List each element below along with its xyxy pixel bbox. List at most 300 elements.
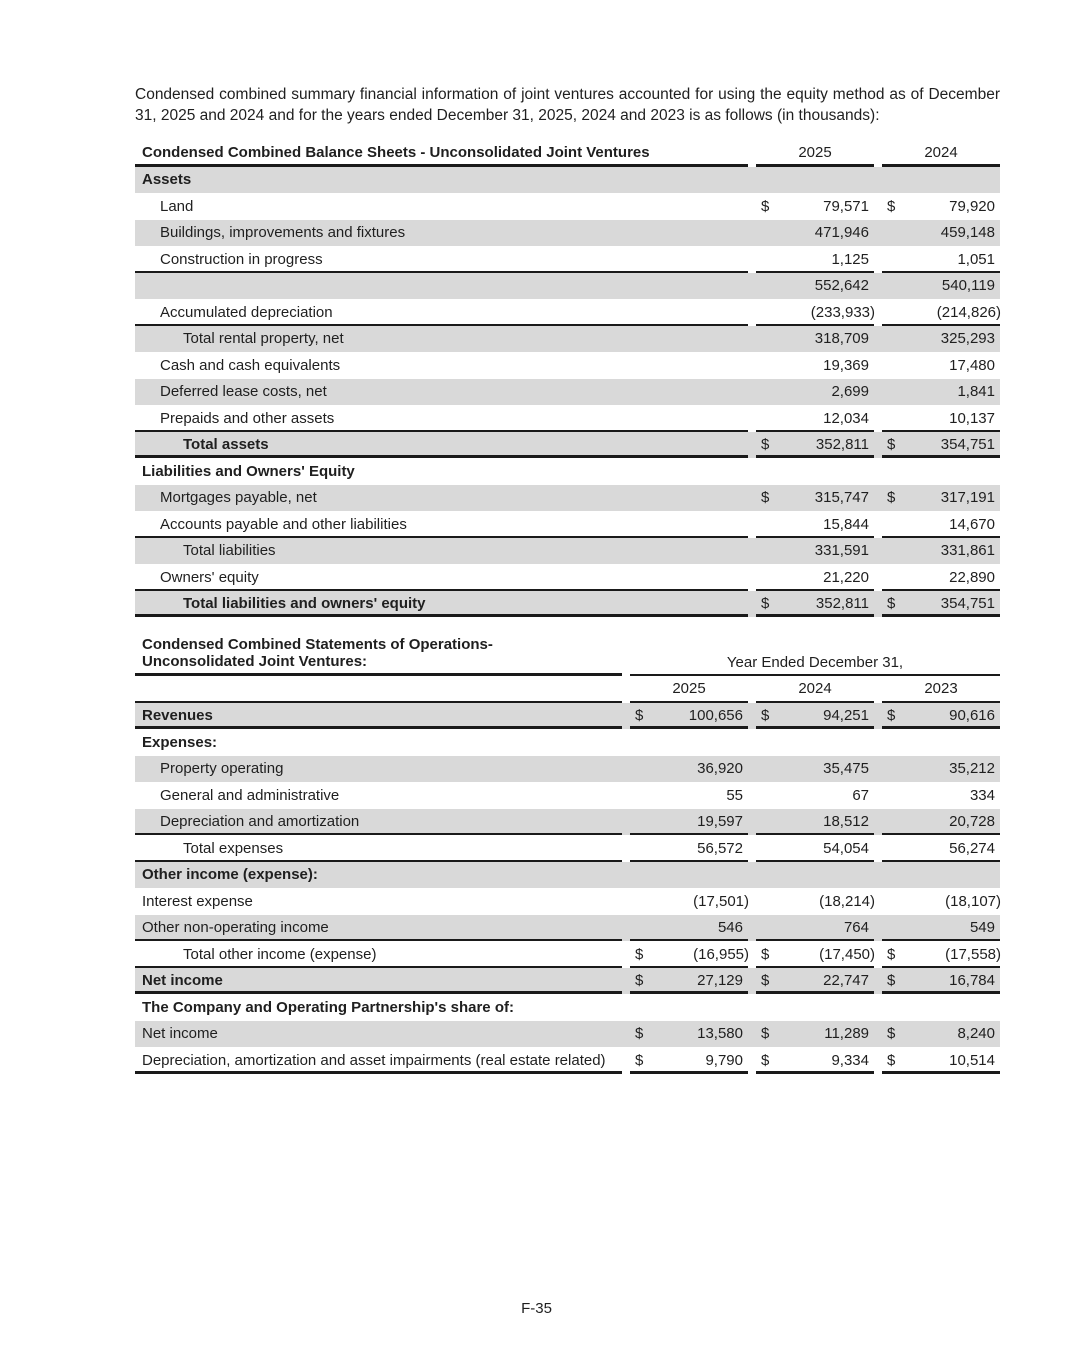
column-gap <box>748 591 756 618</box>
operations-title-line-1: Condensed Combined Statements of Operations- <box>142 636 493 653</box>
value-cell <box>882 968 1000 994</box>
value-cell <box>756 300 874 326</box>
value-text: 546 <box>717 919 743 936</box>
operations-title-line-2: Unconsolidated Joint Ventures: <box>142 653 368 670</box>
operations-table <box>135 633 1000 1074</box>
value-text: 1,051 <box>957 250 995 268</box>
value-cell <box>756 432 874 458</box>
column-gap <box>748 326 756 353</box>
column-gap <box>874 994 882 1021</box>
value-text: 354,751 <box>940 436 995 453</box>
row-label: Liabilities and Owners' Equity <box>142 462 355 480</box>
value-cell <box>756 882 874 888</box>
column-gap <box>874 591 882 618</box>
column-gap <box>748 994 756 1021</box>
value-cell <box>630 889 748 915</box>
column-gap <box>622 1021 630 1048</box>
value-cell <box>882 1048 1000 1074</box>
value-text: 36,920 <box>697 760 743 777</box>
value-cell <box>630 1021 748 1047</box>
value-cell <box>882 479 1000 485</box>
value-cell <box>630 783 748 809</box>
column-gap <box>622 703 630 730</box>
row-label: Net income <box>142 1025 218 1042</box>
column-gap <box>748 941 756 968</box>
column-gap <box>874 246 882 273</box>
dollar-sign: $ <box>761 945 770 963</box>
intro-paragraph: Condensed combined summary financial information of joint ventures accounted for using the equity method as of December 31, 2025 and 2024 and for the years ended December 31, 2025, 2024 and 2023 is as follows (in thousands): <box>135 86 1000 124</box>
dollar-sign: $ <box>887 436 896 453</box>
dollar-sign: $ <box>761 1025 770 1042</box>
column-gap <box>622 862 630 889</box>
value-cell <box>756 273 874 299</box>
operations-header-row <box>135 633 1000 676</box>
column-gap <box>622 835 630 862</box>
column-gap <box>874 167 882 194</box>
row-label: Assets <box>142 171 192 188</box>
value-cell <box>630 882 748 888</box>
column-gap <box>874 458 882 485</box>
column-gap <box>874 432 882 459</box>
value-cell <box>756 379 874 405</box>
column-gap <box>874 538 882 565</box>
value-text: (17,450) <box>819 945 875 963</box>
value-text: 10,137 <box>949 409 995 427</box>
row-label: Total rental property, net <box>183 330 344 347</box>
value-text: 27,129 <box>697 972 743 989</box>
value-text: 325,293 <box>940 330 995 347</box>
table-row <box>135 968 1000 995</box>
column-gap <box>622 888 630 915</box>
column-gap <box>874 862 882 889</box>
value-text: 79,571 <box>823 197 869 215</box>
value-cell <box>756 194 874 220</box>
column-gap <box>622 782 630 809</box>
column-gap <box>622 676 630 703</box>
value-text: 67 <box>852 786 869 804</box>
empty-label-cell <box>135 676 622 703</box>
value-cell <box>756 915 874 941</box>
value-cell <box>882 1021 1000 1047</box>
balance-sheet-header-row <box>135 140 1000 167</box>
value-cell <box>756 836 874 862</box>
row-label: Depreciation and amortization <box>135 809 622 835</box>
balance-sheet-table <box>135 140 1000 617</box>
value-cell <box>882 565 1000 591</box>
dollar-sign: $ <box>635 707 644 724</box>
value-cell <box>882 220 1000 246</box>
table-row <box>135 782 1000 809</box>
table-row <box>135 432 1000 459</box>
column-gap <box>748 432 756 459</box>
table-row <box>135 703 1000 730</box>
value-text: 21,220 <box>823 568 869 586</box>
dollar-sign: $ <box>761 1051 770 1069</box>
column-gap <box>874 676 882 703</box>
operations-year-header-row <box>135 676 1000 703</box>
value-text: 471,946 <box>814 224 869 241</box>
value-text: (17,558) <box>945 945 1001 963</box>
value-text: 10,514 <box>949 1051 995 1069</box>
row-label: Depreciation, amortization and asset impairments (real estate related) <box>135 1048 622 1074</box>
table-row <box>135 941 1000 968</box>
table-row <box>135 511 1000 538</box>
value-text: 354,751 <box>940 595 995 612</box>
column-gap <box>748 729 756 756</box>
dollar-sign: $ <box>635 1051 644 1069</box>
year-ended-span-header: Year Ended December 31, <box>630 650 1000 676</box>
value-text: 9,334 <box>831 1051 869 1069</box>
column-gap <box>748 703 756 730</box>
table-row <box>135 915 1000 942</box>
value-cell <box>882 194 1000 220</box>
value-cell <box>756 187 874 193</box>
value-cell <box>882 273 1000 299</box>
value-cell <box>756 1015 874 1021</box>
value-cell <box>882 882 1000 888</box>
value-cell <box>756 538 874 564</box>
row-label: Mortgages payable, net <box>160 489 317 506</box>
dollar-sign: $ <box>761 595 770 612</box>
value-cell <box>882 750 1000 756</box>
column-gap <box>622 633 630 676</box>
value-text: 1,841 <box>957 383 995 400</box>
value-cell <box>756 1021 874 1047</box>
value-cell <box>630 750 748 756</box>
value-cell <box>630 915 748 941</box>
value-cell <box>756 968 874 994</box>
column-gap <box>622 994 630 1021</box>
table-row <box>135 862 1000 889</box>
column-gap <box>874 511 882 538</box>
dollar-sign: $ <box>887 197 896 215</box>
value-text: 764 <box>843 919 869 936</box>
value-text: 22,890 <box>949 568 995 586</box>
value-cell <box>756 591 874 617</box>
value-text: 17,480 <box>949 356 995 374</box>
row-label: General and administrative <box>160 786 340 804</box>
value-text: 35,475 <box>823 760 869 777</box>
value-cell <box>630 942 748 968</box>
column-gap <box>874 379 882 406</box>
dollar-sign: $ <box>761 707 770 724</box>
column-gap <box>622 915 630 942</box>
value-text: 549 <box>969 919 995 936</box>
dollar-sign: $ <box>635 945 644 963</box>
column-header-2025: 2025 <box>630 676 748 703</box>
row-label: Expenses: <box>142 733 218 751</box>
table-row <box>135 538 1000 565</box>
table-row <box>135 405 1000 432</box>
value-text: (214,826) <box>936 303 1001 321</box>
value-text: 8,240 <box>957 1025 995 1042</box>
column-header-2025: 2025 <box>756 140 874 167</box>
column-gap <box>748 485 756 512</box>
value-cell <box>882 889 1000 915</box>
column-gap <box>874 326 882 353</box>
column-gap <box>622 941 630 968</box>
value-cell <box>756 750 874 756</box>
column-gap <box>874 220 882 247</box>
column-gap <box>748 1047 756 1074</box>
row-label: Construction in progress <box>135 247 748 273</box>
value-text: 56,572 <box>697 839 743 857</box>
row-label: Revenues <box>135 703 622 729</box>
column-gap <box>748 968 756 995</box>
dollar-sign: $ <box>887 972 896 989</box>
column-gap <box>874 140 882 167</box>
column-gap <box>874 273 882 300</box>
table-row <box>135 994 1000 1021</box>
column-header-2024: 2024 <box>882 140 1000 167</box>
column-gap <box>874 1047 882 1074</box>
value-text: 20,728 <box>949 813 995 830</box>
value-text: 54,054 <box>823 839 869 857</box>
row-label: Total assets <box>135 432 748 458</box>
value-text: 317,191 <box>940 489 995 506</box>
value-text: (17,501) <box>693 892 749 910</box>
table-row <box>135 809 1000 836</box>
column-gap <box>748 458 756 485</box>
value-text: 1,125 <box>831 250 869 268</box>
value-text: 22,747 <box>823 972 869 989</box>
value-text: 318,709 <box>814 330 869 347</box>
table-row <box>135 193 1000 220</box>
dollar-sign: $ <box>887 945 896 963</box>
value-text: 90,616 <box>949 707 995 724</box>
value-cell <box>882 783 1000 809</box>
value-cell <box>756 756 874 782</box>
value-cell <box>756 783 874 809</box>
row-label: Accounts payable and other liabilities <box>135 512 748 538</box>
dollar-sign: $ <box>761 972 770 989</box>
dollar-sign: $ <box>761 436 770 453</box>
value-text: 79,920 <box>949 197 995 215</box>
column-gap <box>874 1021 882 1048</box>
column-gap <box>748 140 756 167</box>
table-row <box>135 485 1000 512</box>
column-gap <box>748 379 756 406</box>
value-cell <box>882 379 1000 405</box>
row-label: Other income (expense): <box>142 866 318 883</box>
column-gap <box>622 729 630 756</box>
value-cell <box>882 406 1000 432</box>
column-gap <box>874 782 882 809</box>
column-gap <box>748 246 756 273</box>
column-gap <box>874 564 882 591</box>
column-gap <box>622 809 630 836</box>
row-label: Accumulated depreciation <box>135 300 748 326</box>
column-gap <box>748 167 756 194</box>
value-text: 331,861 <box>940 542 995 559</box>
table-row <box>135 888 1000 915</box>
column-gap <box>874 888 882 915</box>
value-cell <box>630 836 748 862</box>
value-text: 352,811 <box>815 436 869 453</box>
operations-title <box>135 633 622 676</box>
value-cell <box>756 479 874 485</box>
value-cell <box>756 353 874 379</box>
column-header-2024: 2024 <box>756 676 874 703</box>
value-cell <box>756 703 874 729</box>
table-row <box>135 352 1000 379</box>
value-text: 35,212 <box>949 760 995 777</box>
table-row <box>135 1047 1000 1074</box>
value-cell <box>882 432 1000 458</box>
value-cell <box>630 809 748 835</box>
row-label: Owners' equity <box>135 565 748 591</box>
column-gap <box>874 352 882 379</box>
column-gap <box>748 915 756 942</box>
value-cell <box>882 591 1000 617</box>
column-gap <box>874 915 882 942</box>
value-text: 15,844 <box>823 515 869 533</box>
value-cell <box>756 220 874 246</box>
dollar-sign: $ <box>635 972 644 989</box>
value-text: 9,790 <box>705 1051 743 1069</box>
value-text: 55 <box>726 786 743 804</box>
value-cell <box>882 247 1000 273</box>
row-label: Deferred lease costs, net <box>160 383 327 400</box>
column-gap <box>748 862 756 889</box>
value-cell <box>882 187 1000 193</box>
column-gap <box>748 511 756 538</box>
value-cell <box>756 512 874 538</box>
dollar-sign: $ <box>887 595 896 612</box>
value-cell <box>756 247 874 273</box>
value-cell <box>882 538 1000 564</box>
value-text: (233,933) <box>810 303 875 321</box>
value-cell <box>882 485 1000 511</box>
row-label: Other non-operating income <box>135 915 622 941</box>
row-label: The Company and Operating Partnership's share of: <box>142 998 514 1016</box>
column-gap <box>874 729 882 756</box>
value-text: 352,811 <box>815 595 869 612</box>
column-gap <box>748 756 756 783</box>
row-label: Buildings, improvements and fixtures <box>160 224 406 241</box>
page-number: F-35 <box>521 1300 552 1317</box>
table-row <box>135 564 1000 591</box>
value-text: 19,369 <box>823 356 869 374</box>
value-cell <box>756 942 874 968</box>
column-gap <box>874 193 882 220</box>
value-cell <box>882 1015 1000 1021</box>
row-label: Total liabilities <box>183 542 276 559</box>
column-gap <box>748 676 756 703</box>
dollar-sign: $ <box>887 1025 896 1042</box>
row-label: Land <box>160 197 194 215</box>
value-text: 552,642 <box>814 277 869 294</box>
column-gap <box>874 835 882 862</box>
balance-sheet-title: Condensed Combined Balance Sheets - Unconsolidated Joint Ventures <box>135 140 748 167</box>
value-text: 12,034 <box>823 409 869 427</box>
value-text: 2,699 <box>831 383 869 400</box>
value-cell <box>630 968 748 994</box>
dollar-sign: $ <box>887 707 896 724</box>
column-gap <box>748 538 756 565</box>
row-label <box>135 293 748 299</box>
value-text: (16,955) <box>693 945 749 963</box>
column-gap <box>748 220 756 247</box>
value-text: 13,580 <box>697 1025 743 1042</box>
column-gap <box>748 1021 756 1048</box>
dollar-sign: $ <box>887 489 896 506</box>
column-gap <box>874 299 882 326</box>
value-cell <box>756 326 874 352</box>
dollar-sign: $ <box>761 489 770 506</box>
value-text: 56,274 <box>949 839 995 857</box>
row-label: Property operating <box>160 760 284 777</box>
value-cell <box>882 915 1000 941</box>
column-gap <box>874 941 882 968</box>
table-row <box>135 246 1000 273</box>
column-gap <box>748 809 756 836</box>
table-row <box>135 299 1000 326</box>
table-row <box>135 1021 1000 1048</box>
value-text: 100,656 <box>688 707 743 724</box>
column-gap <box>622 756 630 783</box>
value-cell <box>630 756 748 782</box>
balance-sheet-rows <box>135 167 1000 618</box>
value-cell <box>756 485 874 511</box>
row-label: Prepaids and other assets <box>135 406 748 432</box>
table-row <box>135 326 1000 353</box>
column-gap <box>748 273 756 300</box>
column-gap <box>874 809 882 836</box>
dollar-sign: $ <box>887 1051 896 1069</box>
value-cell <box>630 1015 748 1021</box>
column-gap <box>874 756 882 783</box>
row-label: Interest expense <box>142 892 253 910</box>
column-gap <box>748 352 756 379</box>
column-gap <box>748 835 756 862</box>
value-cell <box>882 836 1000 862</box>
value-cell <box>882 942 1000 968</box>
column-gap <box>874 405 882 432</box>
value-text: 331,591 <box>814 542 869 559</box>
table-row <box>135 220 1000 247</box>
value-cell <box>630 703 748 729</box>
value-cell <box>756 406 874 432</box>
value-cell <box>882 512 1000 538</box>
value-text: (18,107) <box>945 892 1001 910</box>
value-text: 540,119 <box>941 277 995 294</box>
value-cell <box>630 1048 748 1074</box>
table-row <box>135 835 1000 862</box>
column-gap <box>748 782 756 809</box>
table-row <box>135 756 1000 783</box>
value-cell <box>882 756 1000 782</box>
row-label: Cash and cash equivalents <box>160 356 341 374</box>
column-gap <box>874 485 882 512</box>
value-text: 459,148 <box>940 224 995 241</box>
column-gap <box>622 968 630 995</box>
value-cell <box>756 889 874 915</box>
column-gap <box>748 405 756 432</box>
value-cell <box>882 353 1000 379</box>
value-cell <box>756 809 874 835</box>
column-gap <box>748 564 756 591</box>
value-text: 315,747 <box>814 489 869 506</box>
table-row <box>135 379 1000 406</box>
value-text: 334 <box>969 786 995 804</box>
table-row <box>135 458 1000 485</box>
value-text: 94,251 <box>823 707 869 724</box>
column-gap <box>748 888 756 915</box>
row-label: Total other income (expense) <box>135 942 622 968</box>
value-text: 16,784 <box>949 972 995 989</box>
value-cell <box>756 1048 874 1074</box>
